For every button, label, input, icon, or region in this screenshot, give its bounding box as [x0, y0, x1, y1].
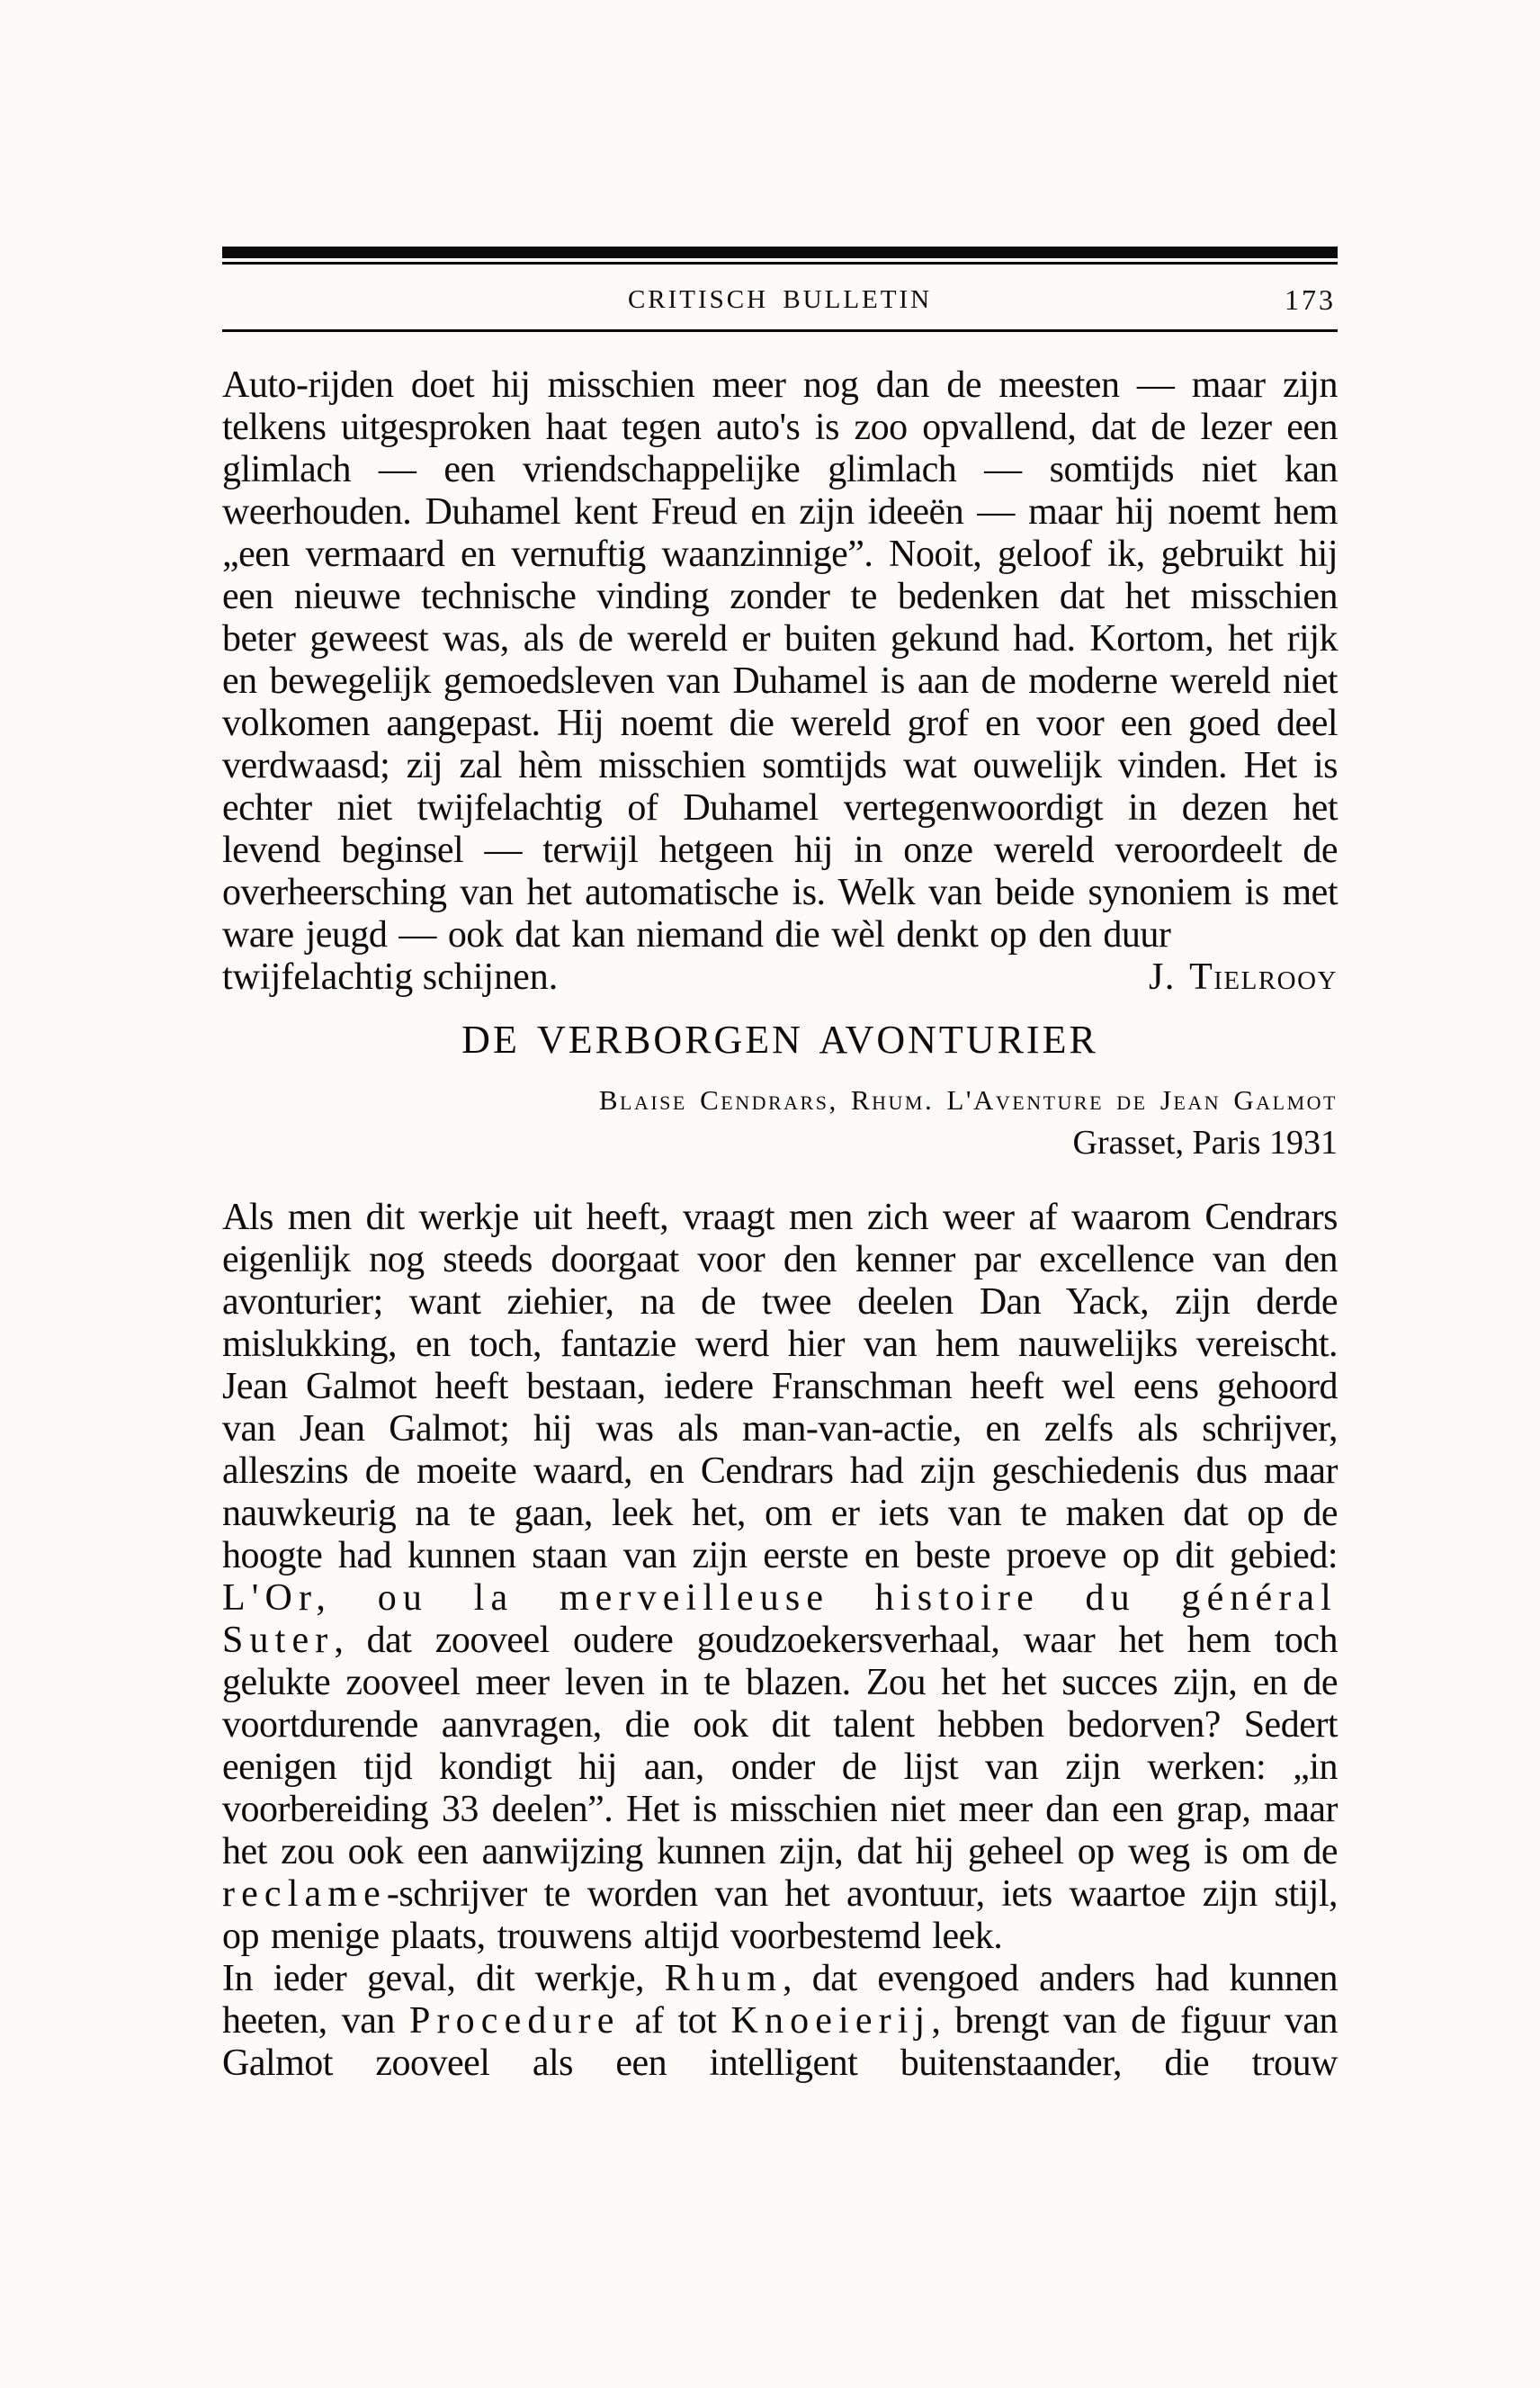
paragraph-last-line: twijfelachtig schijnen. — [222, 956, 559, 998]
chapter-title-emphasis: Knoeierij — [730, 2000, 932, 2042]
book-title-emphasis: Rhum — [664, 1958, 783, 1999]
text-segment: , dat evengoed anders had kunnen heeten, van — [222, 1958, 1338, 2042]
word-emphasis: reclame — [222, 1873, 387, 1915]
book-title-emphasis: L'Or, ou la merveilleuse histoire du général Suter — [222, 1577, 1338, 1661]
publisher-imprint: Grasset, Paris 1931 — [1072, 1124, 1338, 1162]
header-underline-rule — [222, 329, 1338, 332]
signature-row — [222, 956, 1338, 999]
text-segment: af tot — [620, 2000, 731, 2042]
article-title: DE VERBORGEN AVONTURIER — [461, 1018, 1098, 1062]
running-header — [222, 281, 1338, 319]
review-closing-text: Auto-rijden doet hij misschien meer nog dan de meesten — maar zijn telkens uitgesproken haat tegen auto's is zoo opvallend, dat de lezer een glimlach — een vriendschappelijke glimlach — somtijds niet kan weerhouden. Duhamel kent Freud en zijn ideeën — maar hij noemt hem „een vermaard en vernuftig waanzinnige”. Nooit, geloof ik, gebruikt hij een nieuwe technische vinding zonder te bedenken dat het misschien beter geweest was, als de wereld er buiten gekund had. Kortom, het rijk en bewegelijk gemoedsleven van Duhamel is aan de moderne wereld niet volkomen aangepast. Hij noemt die wereld grof en voor een goed deel verdwaasd; zij zal hèm misschien somtijds wat ouwelijk vinden. Het is echter niet twijfelachtig of Duhamel vertegenwoordigt in dezen het levend beginsel — terwijl hetgeen hij in onze wereld veroordeelt de overheersching van het automatische is. Welk van beide synoniem is met ware jeugd — ook dat kan niemand die wèl denkt op den duur — [222, 364, 1338, 956]
text-segment: , brengt van de figuur van Galmot zooveel als een intelligent buitenstaander, die trouw — [222, 2000, 1338, 2084]
reviewer-signature: J. Tielrooy — [1149, 956, 1338, 998]
page-number: 173 — [1285, 283, 1336, 316]
review-paragraph-1 — [222, 1197, 1338, 1958]
text-segment: , dat zooveel oudere goudzoekersverhaal, waar het hem toch gelukte zooveel meer leven in te blazen. Zou het het succes zijn, en de voortdurende aanvragen, die ook dit talent hebben bedorven? Sedert eenigen tijd kondigt hij aan, onder de lijst van zijn werken: „in voorbereiding 33 deelen”. Het is misschien niet meer dan een grap, maar het zou ook een aanwijzing kunnen zijn, dat hij geheel op weg is om de — [222, 1620, 1338, 1872]
text-segment: In ieder geval, dit werkje, — [222, 1958, 665, 1999]
review-closing-paragraph — [222, 364, 1338, 956]
text-column — [222, 364, 1338, 2085]
text-segment: Als men dit werkje uit heeft, vraagt men zich weer af waarom Cendrars eigenlijk nog steeds doorgaat voor den kenner par excellence van den avonturier; want ziehier, na de twee deelen Dan Yack, zijn derde mislukking, en toch, fantazie werd hier van hem nauwelijks vereischt. Jean Galmot heeft bestaan, iedere Franschman heeft wel eens gehoord van Jean Galmot; hij was als man-van-actie, en zelfs als schrijver, alleszins de moeite waard, en Cendrars had zijn geschiedenis dus maar nauwkeurig na te gaan, leek het, om er iets van te maken dat op de hoogte had kunnen staan van zijn eerste en beste proeve op dit gebied: — [222, 1197, 1338, 1576]
chapter-title-emphasis: Procedure — [409, 2000, 621, 2042]
header-double-rule-thin — [222, 262, 1338, 265]
header-double-rule-thick — [222, 247, 1338, 258]
text-segment: -schrijver te worden van het avontuur, iets waartoe zijn stijl, op menige plaats, trouwens altijd voorbestemd leek. — [222, 1873, 1338, 1957]
journal-title: CRITISCH BULLETIN — [627, 285, 933, 314]
reviewed-book-reference: Blaise Cendrars, Rhum. L'Aventure de Jean Galmot — [598, 1084, 1338, 1116]
review-paragraph-2 — [222, 1958, 1338, 2085]
